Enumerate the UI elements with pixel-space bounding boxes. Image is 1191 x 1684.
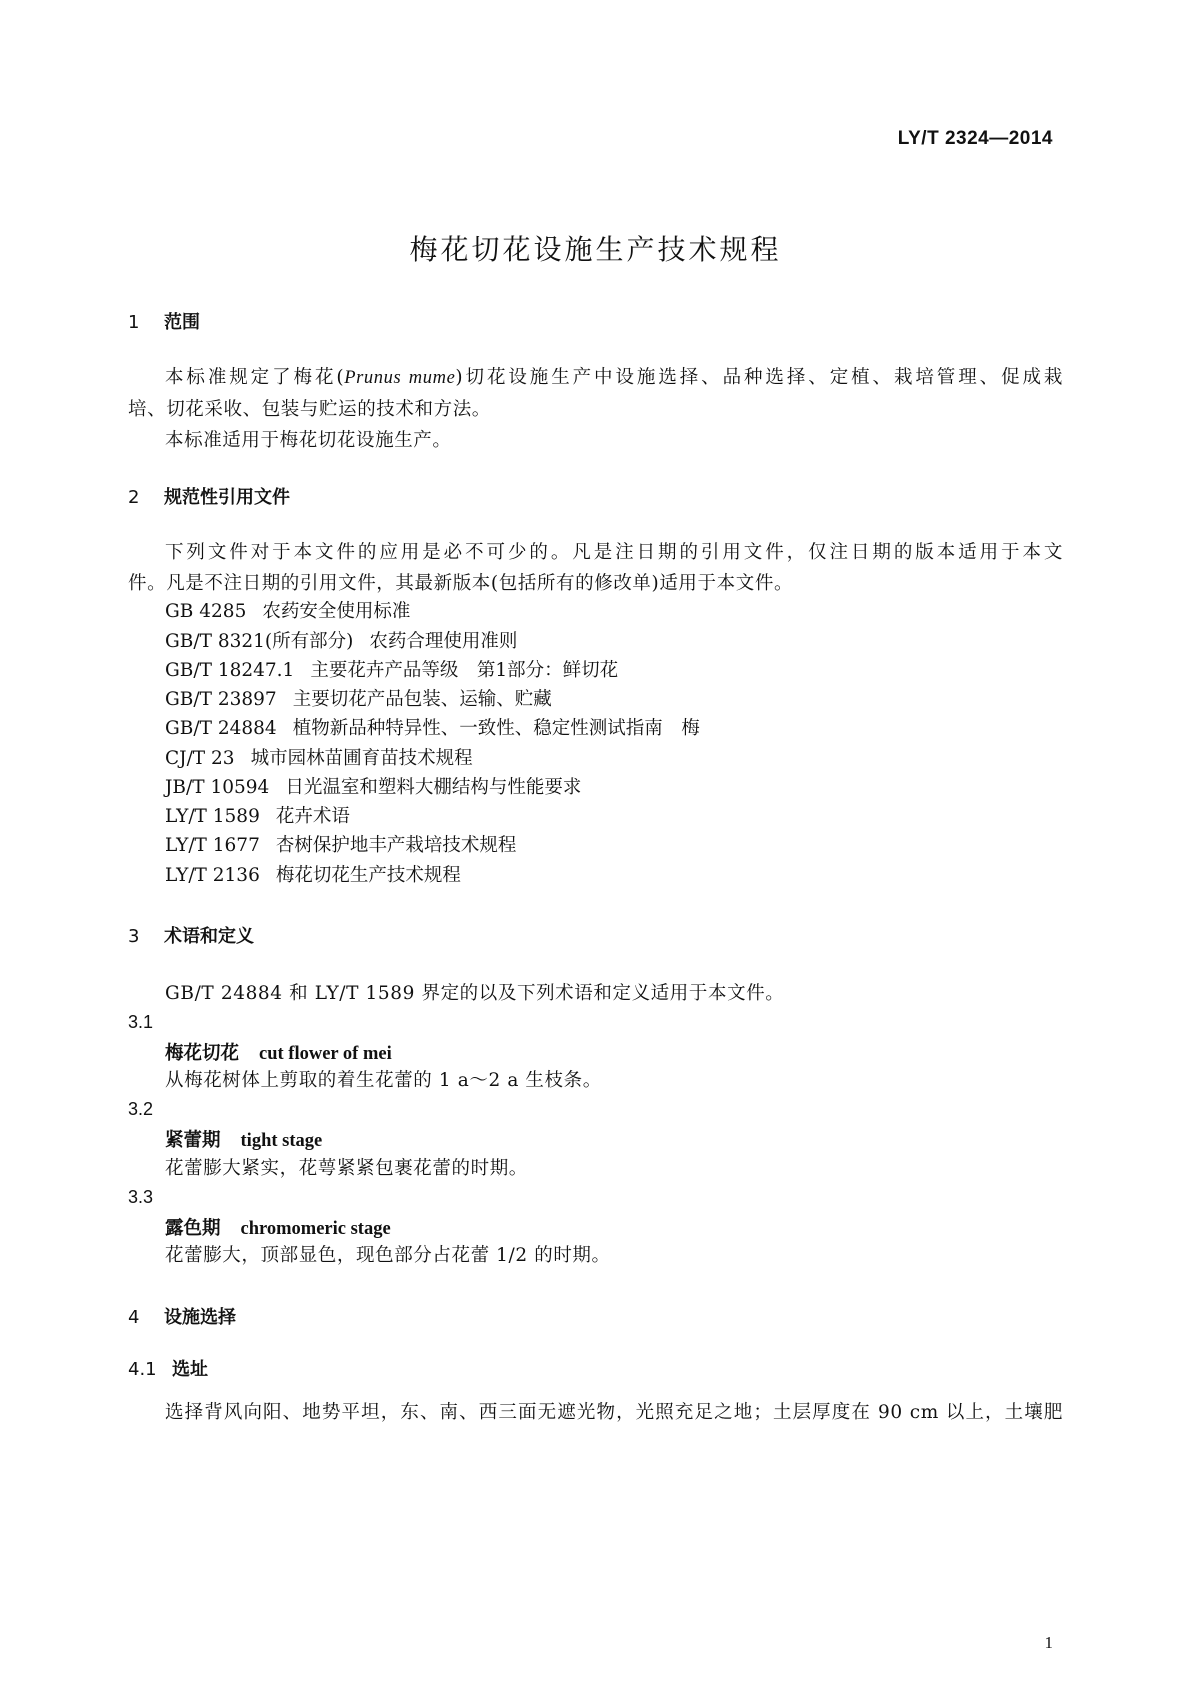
term-name: 梅花切花 cut flower of mei: [165, 1043, 392, 1064]
latin-name: Prunus mume: [344, 368, 456, 388]
term-name: 紧蕾期 tight stage: [165, 1130, 323, 1151]
standard-code: LY/T 2324—2014: [897, 128, 1053, 149]
subsection-title: 选址: [172, 1359, 208, 1380]
reference-item: CJ/T 23 城市园林苗圃育苗技术规程: [165, 748, 473, 769]
reference-item: GB/T 23897 主要切花产品包装、运输、贮藏: [165, 689, 552, 710]
section-number: 2: [128, 487, 140, 508]
references-intro-line-1: 下列文件对于本文件的应用是必不可少的。凡是注日期的引用文件，仅注日期的版本适用于本文: [165, 542, 1063, 563]
reference-item: LY/T 2136 梅花切花生产技术规程: [165, 865, 461, 886]
section-number: 3: [128, 926, 140, 947]
reference-item: GB 4285 农药安全使用标准: [165, 601, 411, 622]
scope-line-2: 培、切花采收、包装与贮运的技术和方法。: [128, 399, 491, 420]
section-title: 范围: [164, 312, 200, 333]
section-heading-2: [128, 483, 290, 509]
page-number: 1: [1044, 1633, 1053, 1652]
section-title: 术语和定义: [164, 926, 254, 947]
scope-paragraph: [128, 362, 1063, 456]
reference-item: GB/T 18247.1 主要花卉产品等级 第1部分：鲜切花: [165, 660, 619, 681]
term-definition: 花蕾膨大，顶部显色，现色部分占花蕾 1/2 的时期。: [165, 1245, 611, 1266]
reference-item: JB/T 10594 日光温室和塑料大棚结构与性能要求: [165, 777, 582, 798]
site-selection-line-1: 选择背风向阳、地势平坦，东、南、西三面无遮光物，光照充足之地；土层厚度在 90 cm 以上，土壤肥: [165, 1402, 1063, 1423]
section-heading-1: [128, 308, 200, 334]
section-heading-4: [128, 1303, 236, 1329]
term-definition: 花蕾膨大紧实，花萼紧紧包裹花蕾的时期。: [165, 1158, 528, 1179]
term-number: 3.1: [128, 1012, 154, 1032]
subsection-heading-4-1: [128, 1355, 208, 1381]
reference-item: LY/T 1589 花卉术语: [165, 806, 350, 827]
references-intro: [128, 537, 1063, 599]
reference-item: LY/T 1677 杏树保护地丰产栽培技术规程: [165, 835, 517, 856]
reference-item: GB/T 8321(所有部分) 农药合理使用准则: [165, 631, 518, 652]
site-selection-paragraph: [128, 1397, 1063, 1428]
section-number: 4: [128, 1307, 140, 1328]
scope-line-1: 本标准规定了梅花(Prunus mume)切花设施生产中设施选择、品种选择、定植、栽培管理、促成栽: [165, 367, 1064, 388]
term-number: 3.2: [128, 1099, 154, 1119]
subsection-number: 4.1: [128, 1359, 157, 1380]
term-name: 露色期 chromomeric stage: [165, 1218, 391, 1239]
term-number: 3.3: [128, 1187, 154, 1207]
references-intro-line-2: 件。凡是不注日期的引用文件，其最新版本(包括所有的修改单)适用于本文件。: [128, 573, 794, 594]
section-title: 设施选择: [164, 1307, 236, 1328]
document-title: 梅花切花设施生产技术规程: [409, 233, 782, 266]
section-heading-3: [128, 922, 254, 948]
scope-applicability: 本标准适用于梅花切花设施生产。: [165, 430, 452, 451]
term-definition: 从梅花树体上剪取的着生花蕾的 1 a～2 a 生枝条。: [165, 1070, 602, 1091]
terms-intro: GB/T 24884 和 LY/T 1589 界定的以及下列术语和定义适用于本文件。: [165, 983, 785, 1004]
section-title: 规范性引用文件: [164, 487, 290, 508]
section-number: 1: [128, 312, 140, 333]
reference-item: GB/T 24884 植物新品种特异性、一致性、稳定性测试指南 梅: [165, 718, 700, 739]
